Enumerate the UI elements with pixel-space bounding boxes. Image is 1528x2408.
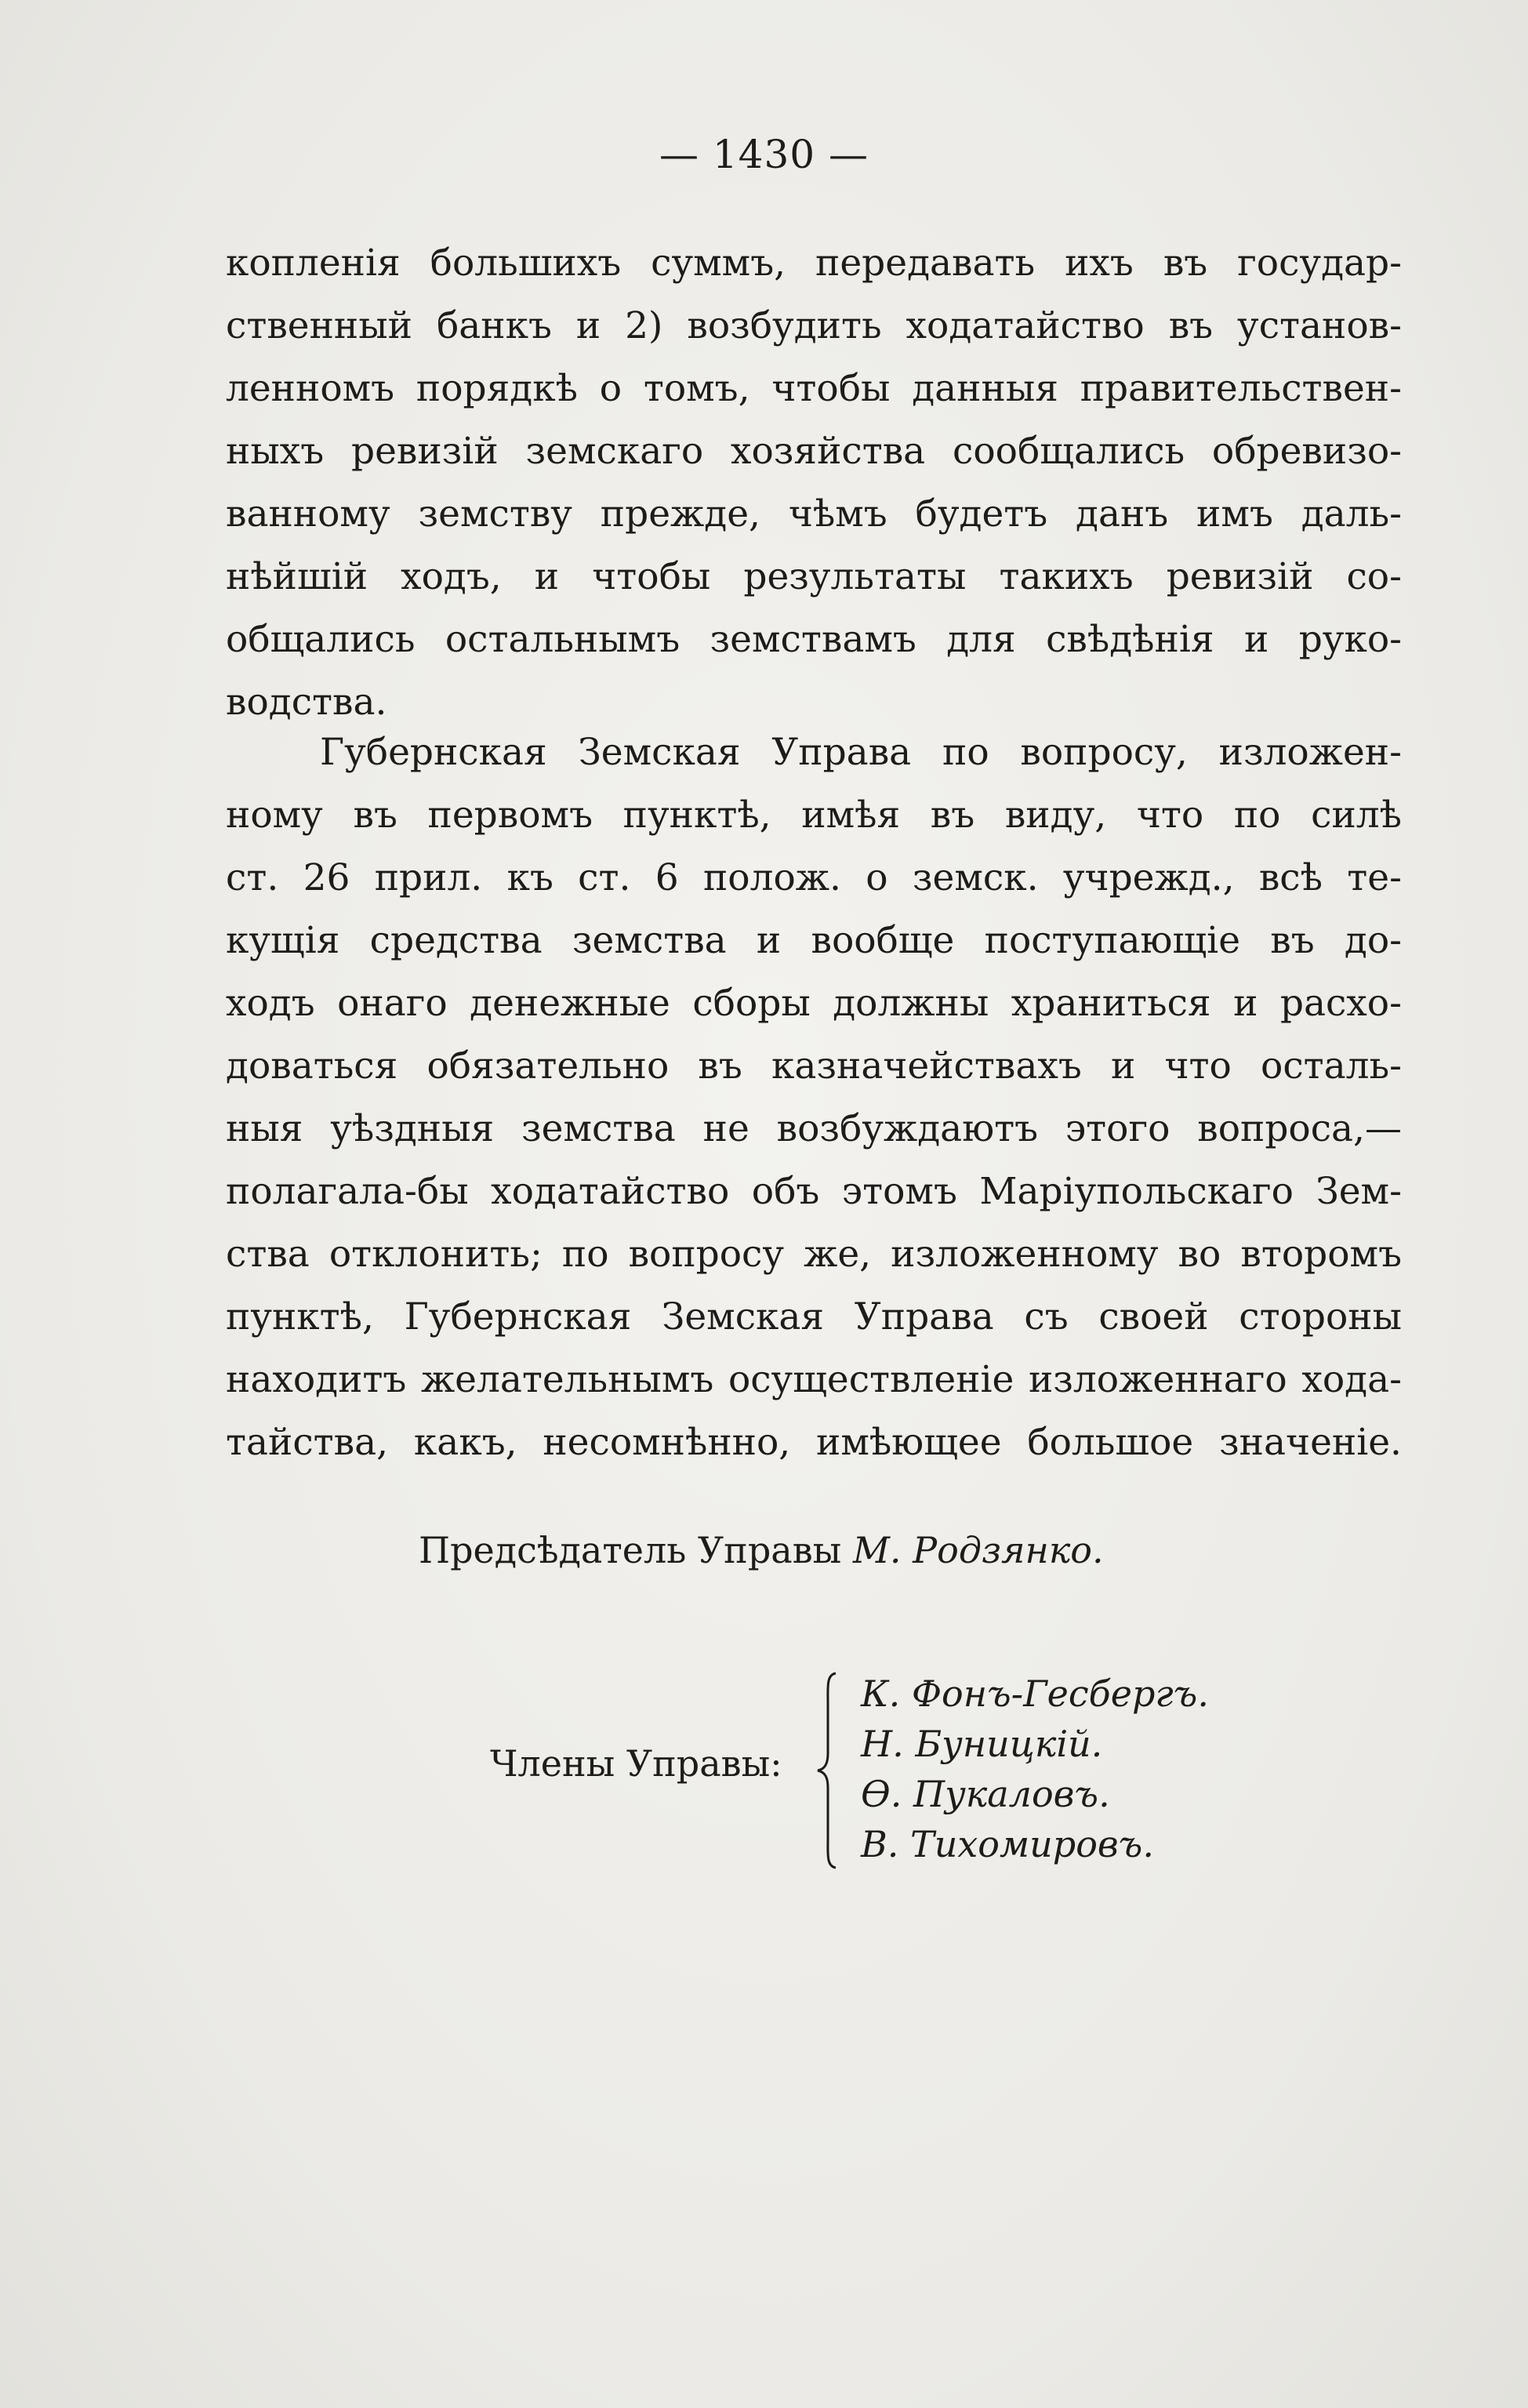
text-line: ст. 26 прил. къ ст. 6 полож. о земск. учрежд., всѣ те- — [226, 856, 1402, 899]
page-number: — 1430 — — [659, 132, 869, 177]
text-line: копленія большихъ суммъ, передавать ихъ въ государ- — [226, 242, 1402, 285]
chairman-title: Предсѣдатель Управы — [419, 1529, 842, 1571]
members-list — [861, 1669, 1209, 1869]
text-line: ленномъ порядкѣ о томъ, чтобы данныя правительствен- — [226, 367, 1402, 410]
text-line: водства. — [226, 681, 387, 724]
text-line: находитъ желательнымъ осуществленіе изложеннаго хода- — [226, 1358, 1402, 1401]
text-line: ства отклонить; по вопросу же, изложенному во второмъ — [226, 1233, 1402, 1276]
text-line: ственный банкъ и 2) возбудить ходатайство въ установ- — [226, 304, 1402, 347]
text-line: ному въ первомъ пунктѣ, имѣя въ виду, что по силѣ — [226, 794, 1402, 837]
text-line: нѣйшій ходъ, и чтобы результаты такихъ ревизій со- — [226, 555, 1402, 598]
curly-brace-icon — [815, 1672, 839, 1869]
member-name: Н. Буницкій. — [861, 1723, 1103, 1765]
text-line: тайства, какъ, несомнѣнно, имѣющее большое значеніе. — [226, 1421, 1402, 1464]
text-line: доваться обязательно въ казначействахъ и что осталь- — [226, 1044, 1402, 1088]
paragraph-2 — [226, 721, 1402, 1474]
member-name: К. Фонъ-Гесбергъ. — [861, 1673, 1209, 1715]
text-line: пунктѣ, Губернская Земская Управа съ своей стороны — [226, 1295, 1402, 1338]
text-line: ходъ онаго денежные сборы должны храниться и расхо- — [226, 982, 1402, 1025]
chairman-signature — [419, 1529, 1104, 1571]
paragraph-1 — [226, 232, 1402, 734]
members-label: Члены Управы: — [490, 1742, 782, 1785]
text-line: полагала-бы ходатайство объ этомъ Маріупольскаго Зем- — [226, 1170, 1402, 1213]
member-name: Ѳ. Пукаловъ. — [861, 1773, 1110, 1815]
text-line: общались остальнымъ земствамъ для свѣдѣнія и руко- — [226, 618, 1402, 661]
text-line: кущія средства земства и вообще поступающіе въ до- — [226, 919, 1402, 962]
member-name: В. Тихомировъ. — [861, 1823, 1154, 1865]
text-line: ныя уѣздныя земства не возбуждаютъ этого вопроса,— — [226, 1107, 1402, 1150]
text-line: ванному земству прежде, чѣмъ будетъ данъ имъ даль- — [226, 492, 1402, 536]
chairman-name: М. Родзянко. — [852, 1529, 1104, 1571]
text-line: Губернская Земская Управа по вопросу, изложен- — [320, 731, 1402, 774]
text-line: ныхъ ревизій земскаго хозяйства сообщались обревизо- — [226, 430, 1402, 473]
